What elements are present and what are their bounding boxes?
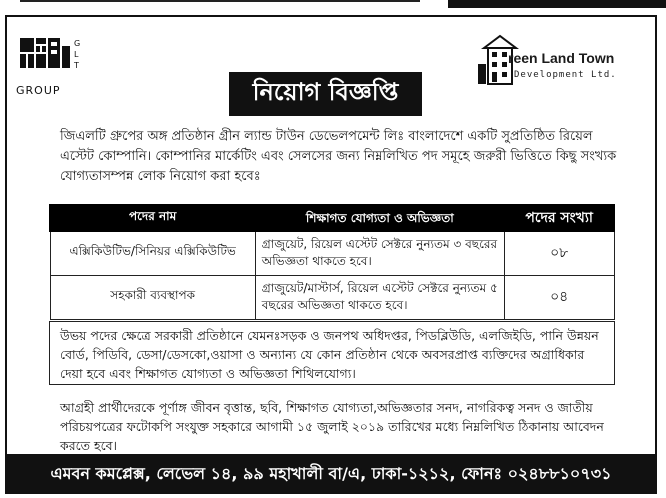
post-count: ০৮ bbox=[504, 231, 614, 275]
table-row bbox=[50, 231, 614, 275]
post-count: ০৪ bbox=[504, 275, 614, 319]
address-bar: এমবন কমপ্লেক্স, লেভেল ১৪, ৯৯ মহাখালী বা/এ, ঢাকা-১২১২, ফোনঃ ০২৪৮৮১০৭৩১ bbox=[5, 454, 657, 494]
positions-table bbox=[49, 204, 615, 320]
table-header-row bbox=[50, 205, 614, 231]
preference-note: উভয় পদের ক্ষেত্রে সরকারী প্রতিষ্ঠানে যেমনঃসড়ক ও জনপথ অধিদপ্তর, পিডব্লিউডি, এলজিইডি, পানি উন্নয়ন বোর্ড, পিডিবি, ডেসা/ডেসকো,ওয়াসা ও অন্যান্য যে কোন প্রতিষ্ঠান থেকে অবসরপ্রাপ্ত ব্যক্তিদের অগ্রাধিকার দেয়া হবে এবং শিক্ষাগত যোগ্যতা ও অভিজ্ঞতা শিথিলযোগ্য। bbox=[49, 321, 615, 385]
post-qualification: গ্রাজুয়েট/মাস্টার্স, রিয়েল এস্টেট সেক্টরে নুন্যতম ৫ বছরের অভিজ্ঞতা থাকতে হবে। bbox=[255, 275, 504, 319]
company-name: reen Land Town bbox=[508, 50, 615, 66]
top-black-bar bbox=[448, 0, 666, 8]
company-subtitle: Development Ltd. bbox=[514, 70, 617, 80]
logo-letter-g: G bbox=[74, 39, 81, 48]
application-instructions: আগ্রহী প্রার্থীদেরকে পূর্ণাঙ্গ জীবন বৃত্তান্ত, ছবি, শিক্ষাগত যোগ্যতা,অভিজ্ঞতার সনদ, নাগরিকত্ব সনদ ও জাতীয় পরিচয়পত্রের ফটোকপি সংযুক্ত সহকারে আগামী ১৫ জুলাই ২০১৯ তারিখের মধ্যে নিম্নলিখিত ঠিকানায় আবেদন করতে হবে। bbox=[60, 400, 604, 453]
header-post: পদের নাম bbox=[50, 205, 255, 231]
post-name: সহকারী ব্যবস্থাপক bbox=[50, 275, 255, 319]
green-land-town-logo bbox=[470, 30, 640, 90]
notice-title: নিয়োগ বিজ্ঞপ্তি bbox=[229, 72, 422, 116]
top-strip bbox=[0, 0, 666, 8]
post-name: এক্সিকিউটিভ/সিনিয়র এক্সিকিউটিভ bbox=[50, 231, 255, 275]
header-count: পদের সংখ্যা bbox=[504, 205, 614, 231]
intro-paragraph: জিএলটি গ্রুপের অঙ্গ প্রতিষ্ঠান গ্রীন ল্যান্ড টাউন ডেভেলপমেন্ট লিঃ বাংলাদেশে একটি সুপ্রতিষ্ঠিত রিয়েল এস্টেট কোম্পানি। কোম্পানির মার্কেটিং এবং সেলসের জন্য নিম্নলিখিত পদ সমূহে জরুরী ভিত্তিতে কিছু সংখ্যক যোগ্যতাসম্পন্ন লোক নিয়োগ করা হবেঃ bbox=[60, 129, 617, 184]
header-qualification: শিক্ষাগত যোগ্যতা ও অভিজ্ঞতা bbox=[255, 205, 504, 231]
logo-letter-t: T bbox=[74, 61, 79, 70]
post-qualification: গ্রাজুয়েট, রিয়েল এস্টেট সেক্টরে নুন্যতম ৩ বছরের অভিজ্ঞতা থাকতে হবে। bbox=[255, 231, 504, 275]
group-label: GROUP bbox=[16, 84, 61, 97]
logo-letter-l: L bbox=[74, 50, 79, 59]
top-divider bbox=[20, 0, 420, 4]
table-row bbox=[50, 275, 614, 319]
